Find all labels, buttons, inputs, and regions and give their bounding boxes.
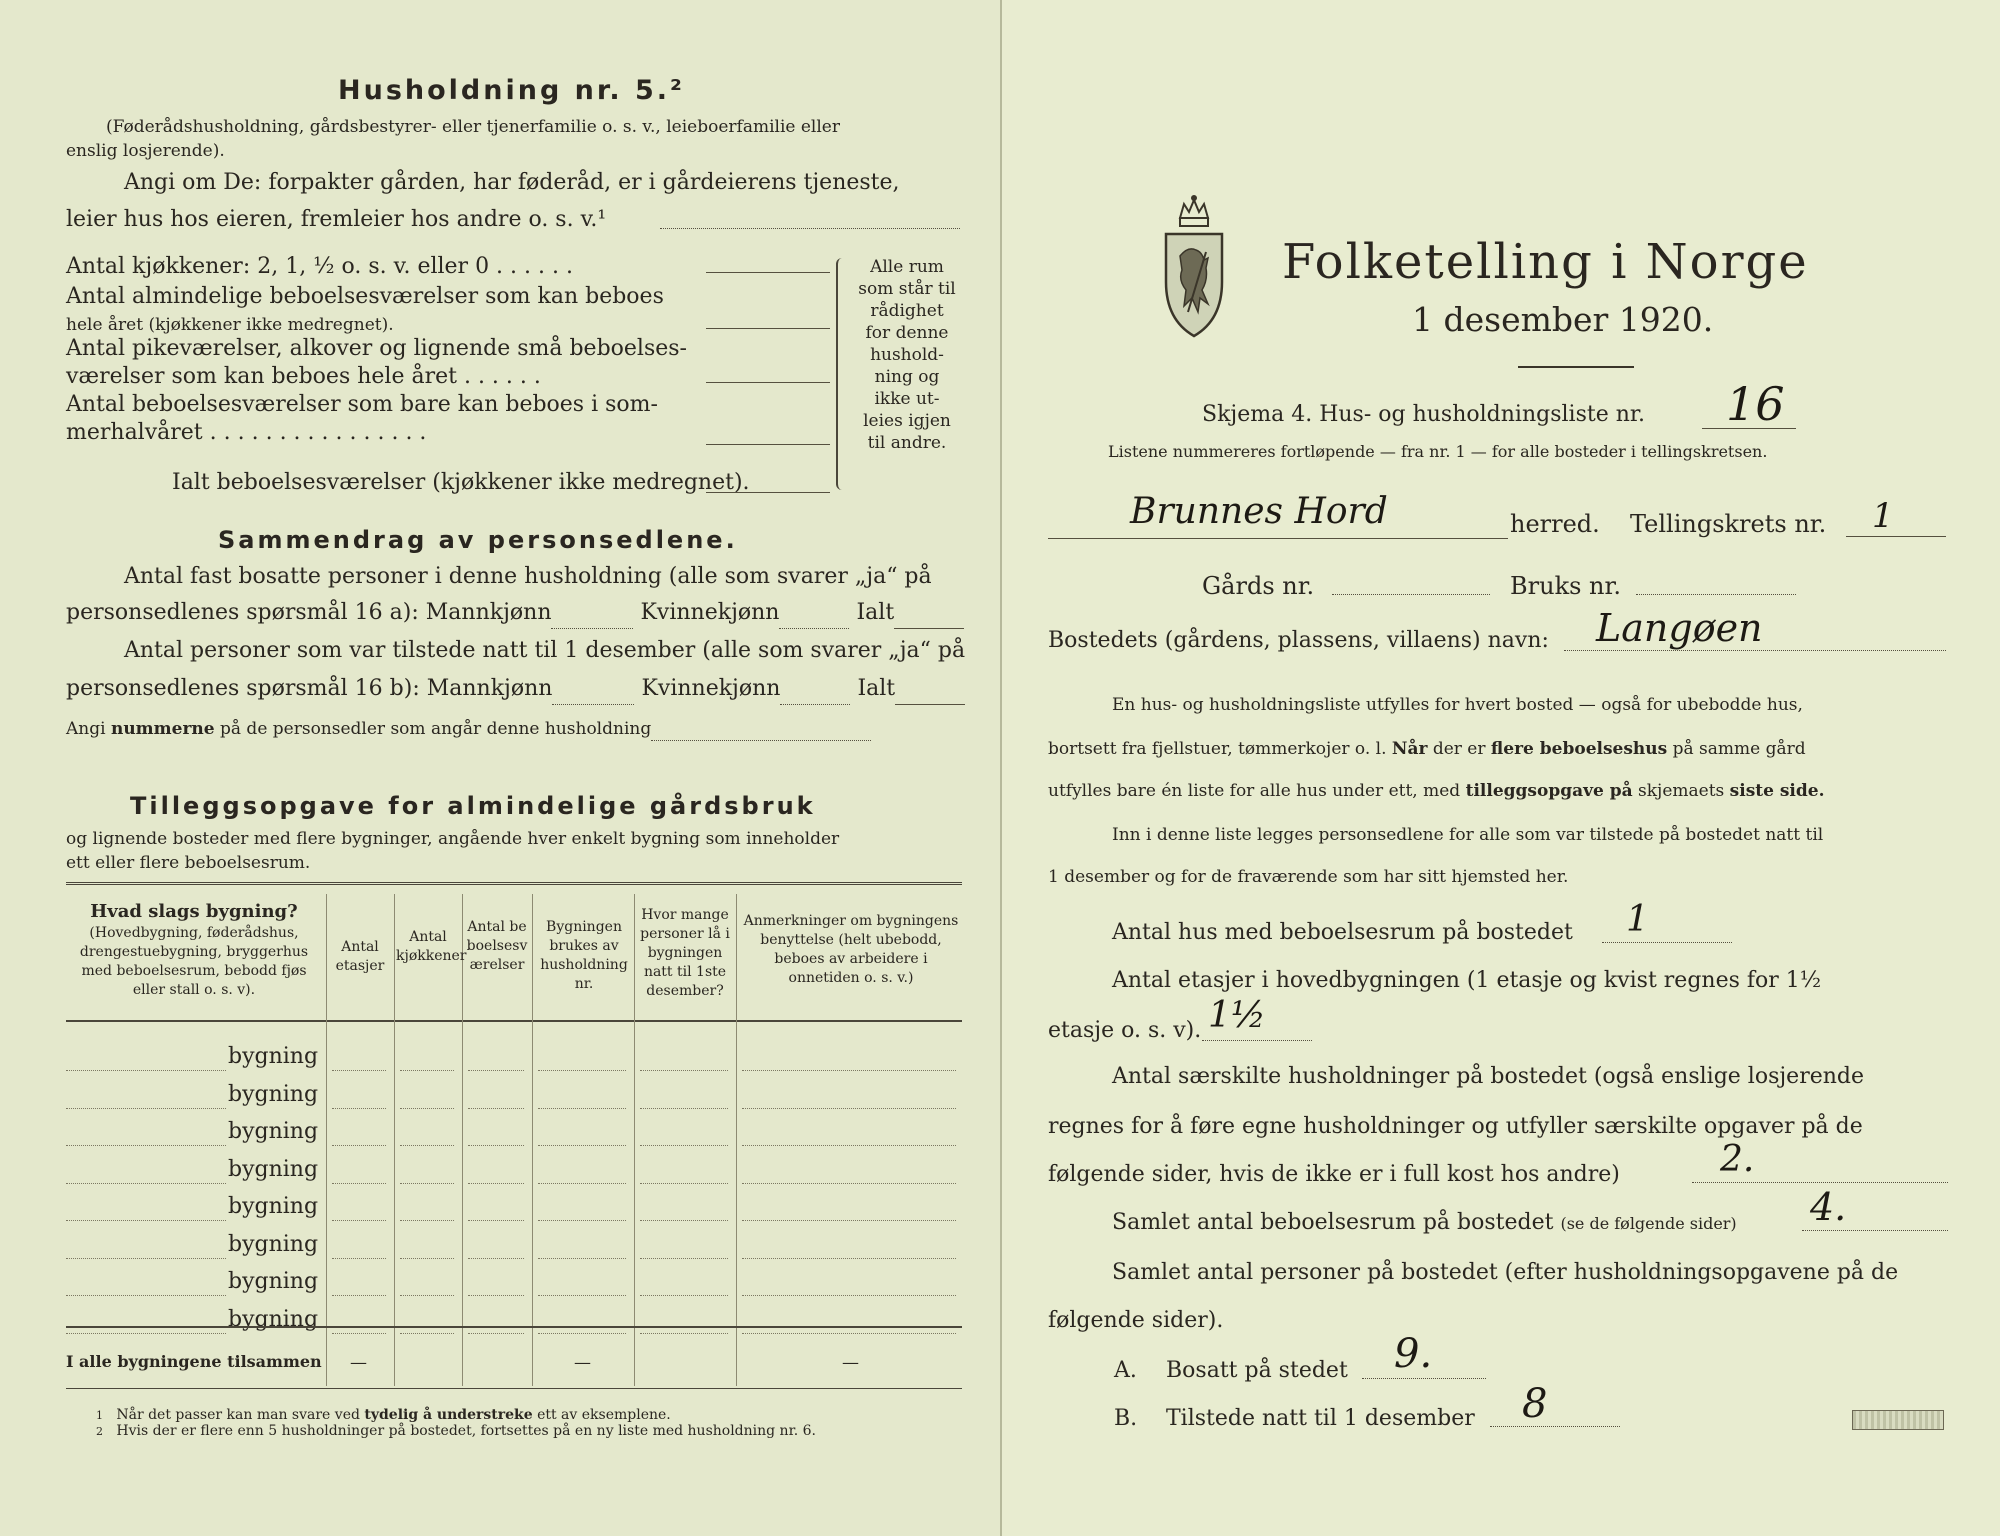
angi-line-1: Angi om De: forpakter gården, har føderåd, er i gårdeierens tjeneste, — [124, 170, 900, 195]
bosatt-text: Bosatt på stedet — [1166, 1358, 1348, 1383]
table-row — [66, 1040, 962, 1077]
angi-answer-line — [660, 228, 960, 229]
table-cell-line — [538, 1333, 626, 1334]
row-label: bygning — [228, 1306, 319, 1332]
sammendrag-2b — [66, 674, 965, 705]
table-cell-line — [332, 1183, 386, 1184]
samlet-rum-line — [1112, 1208, 1737, 1239]
tillegg-text-2: ett eller flere beboelsesrum. — [66, 853, 311, 873]
instructions-2 — [1048, 738, 1806, 760]
herred-value: Brunnes Hord — [1130, 491, 1388, 532]
table-cell-line — [332, 1295, 386, 1296]
table-cell-line — [332, 1333, 386, 1334]
table-cell-line — [538, 1258, 626, 1259]
brace-note-line: leies igjen — [863, 411, 951, 431]
samlet-rum-value: 4. — [1810, 1185, 1847, 1229]
etasjer-line-1: Antal etasjer i hovedbygningen (1 etasje og kvist regnes for 1½ — [1112, 968, 1822, 993]
mann-16b-field — [552, 674, 634, 705]
table-cell-line — [400, 1295, 454, 1296]
answer-line-ordinary — [706, 328, 830, 329]
bosted-value: Langøen — [1596, 606, 1763, 650]
brace-note-line: som står til — [858, 279, 956, 299]
row-label: bygning — [228, 1119, 319, 1144]
samlet-personer-line-2: følgende sider). — [1048, 1308, 1224, 1333]
footnote-2 — [96, 1422, 816, 1441]
etasjer-field-line — [1202, 1040, 1312, 1041]
tillegg-text-1: og lignende bosteder med flere bygninger, angående hver enkelt bygning som inneholder — [66, 829, 840, 849]
row-fill-line — [66, 1070, 226, 1071]
tellingskrets-value: 1 — [1872, 496, 1894, 536]
bosatt-field-line — [1362, 1378, 1486, 1379]
etasjer-line-2: etasje o. s. v). — [1048, 1018, 1202, 1043]
row-label: bygning — [228, 1231, 319, 1257]
total-anmerkning-dash: — — [842, 1353, 859, 1373]
samlet-rum-small: (se de følgende sider) — [1560, 1214, 1737, 1233]
table-cell-line — [332, 1108, 386, 1109]
ialt-rooms-text: Ialt beboelsesværelser (kjøkkener ikke medregnet). — [172, 470, 750, 495]
row-label: bygning — [228, 1081, 319, 1107]
table-cell-line — [400, 1220, 454, 1221]
row-fill-line — [66, 1220, 226, 1221]
gards-field-line — [1332, 594, 1490, 595]
skjema-value: 16 — [1726, 377, 1785, 431]
title-rule — [1518, 366, 1634, 368]
table-cell-line — [332, 1220, 386, 1221]
bosted-field-line — [1564, 650, 1946, 651]
table-cell-line — [742, 1258, 956, 1259]
brace-note-line: ning og — [874, 367, 940, 387]
table-row — [66, 1190, 962, 1227]
table-cell-line — [468, 1108, 524, 1109]
husholdninger-line-1: Antal særskilte husholdninger på bostedet (også enslige losjerende — [1112, 1064, 1865, 1089]
instructions-2-mid: der er — [1432, 739, 1486, 759]
table-cell-line — [468, 1220, 524, 1221]
table-cell-line — [332, 1070, 386, 1071]
rooms-kitchens: Antal kjøkkener: 2, 1, ½ o. s. v. eller 0 . . . . . . — [66, 254, 573, 279]
sammendrag-title: Sammendrag av personsedlene. — [218, 526, 738, 554]
footnote-1-post: ett av eksemplene. — [537, 1407, 671, 1423]
brace — [836, 258, 846, 490]
angi-nummerne-post: på de personsedler som angår denne husholdning — [220, 719, 652, 739]
sammendrag-1b-label: personsedlenes spørsmål 16 a): Mannkjønn — [66, 600, 552, 625]
angi-line-2: leier hus hos eieren, fremleier hos andre o. s. v.¹ — [66, 207, 607, 232]
brace-note-line: rådighet — [870, 301, 944, 321]
sammendrag-2b-label: personsedlenes spørsmål 16 b): Mannkjønn — [66, 676, 553, 701]
table-head-anmerkninger: Anmerkninger om bygningens benyttelse (helt ubebodd, beboes av arbeidere i onnetiden o. s. v.) — [743, 913, 959, 986]
table-row — [66, 1078, 962, 1115]
table-cell-line — [742, 1295, 956, 1296]
table-cell-line — [400, 1183, 454, 1184]
table-cell-line — [468, 1295, 524, 1296]
table-cell-line — [538, 1108, 626, 1109]
table-head-kjokkener: Antal kjøkkener — [396, 929, 467, 964]
tilstede-field-line — [1490, 1426, 1620, 1427]
instructions-3-pre: utfylles bare én liste for alle hus under ett, med — [1048, 781, 1461, 801]
gards-label: Gårds nr. — [1202, 572, 1315, 600]
census-date: 1 desember 1920. — [1412, 300, 1714, 339]
instructions-3-bold-1: tilleggsopgave på — [1465, 781, 1633, 801]
table-cell-line — [640, 1295, 728, 1296]
footnote-2-text: Hvis der er flere enn 5 husholdninger på bostedet, fortsettes på en ny liste med husholdning nr. 6. — [116, 1423, 816, 1439]
sammendrag-1b — [66, 598, 964, 629]
table-head-etasjer: Antal etasjer — [335, 939, 385, 974]
table-top-rule — [66, 882, 962, 885]
rooms-summer-1: Antal beboelsesværelser som bare kan beboes i som- — [66, 392, 658, 417]
bruks-label: Bruks nr. — [1510, 572, 1621, 600]
brace-note-line: hushold- — [870, 345, 944, 365]
answer-line-summer — [706, 444, 830, 445]
bruks-field-line — [1636, 594, 1796, 595]
samlet-rum-field-line — [1802, 1230, 1948, 1231]
census-title: Folketelling i Norge — [1282, 234, 1809, 290]
table-cell-line — [400, 1070, 454, 1071]
mann-16a-field — [551, 598, 633, 629]
table-total-rule — [66, 1326, 962, 1328]
table-cell-line — [468, 1145, 524, 1146]
bosatt-label: A. — [1114, 1358, 1137, 1383]
kvinne-16b-field — [780, 674, 850, 705]
instructions-2-post: på samme gård — [1672, 739, 1806, 759]
table-row — [66, 1115, 962, 1152]
row-label: bygning — [228, 1194, 319, 1219]
table-cell-line — [538, 1295, 626, 1296]
footnote-1-marker: 1 — [96, 1409, 103, 1422]
brace-note-line: for denne — [865, 323, 949, 343]
row-label: bygning — [228, 1044, 319, 1069]
rooms-small-1: Antal pikeværelser, alkover og lignende små beboelses- — [66, 336, 687, 361]
table-cell-line — [742, 1333, 956, 1334]
ialt-16b-label: Ialt — [857, 676, 896, 701]
table-cell-line — [742, 1108, 956, 1109]
tellingskrets-field-line — [1846, 536, 1946, 537]
footnote-2-marker: 2 — [96, 1425, 103, 1438]
answer-line-kitchens — [706, 272, 830, 273]
table-cell-line — [640, 1145, 728, 1146]
table-head-building-title: Hvad slags bygning? — [90, 901, 298, 922]
instructions-4: Inn i denne liste legges personsedlene for alle som var tilstede på bostedet natt til — [1112, 825, 1824, 845]
printer-stamp — [1852, 1410, 1944, 1430]
angi-nummerne — [66, 718, 871, 741]
rooms-summer-2: merhalvåret . . . . . . . . . . . . . . . . — [66, 420, 427, 445]
ialt-16b-field — [895, 674, 965, 705]
table-head-building-sub: (Hovedbygning, føderådshus, drengestuebygning, bryggerhus med beboelsesrum, bebodd fjøs eller stall o. s. v). — [79, 925, 309, 998]
etasjer-value: 1½ — [1208, 995, 1266, 1036]
instructions-2-bold-2: flere beboelseshus — [1490, 739, 1668, 759]
table-cell-line — [640, 1333, 728, 1334]
table-head-building — [66, 900, 322, 1000]
husholdninger-line-3: følgende sider, hvis de ikke er i full kost hos andre) — [1048, 1162, 1620, 1187]
husholdninger-line-2: regnes for å føre egne husholdninger og utfyller særskilte opgaver på de — [1048, 1114, 1863, 1139]
hus-value: 1 — [1626, 899, 1649, 940]
table-cell-line — [538, 1145, 626, 1146]
brace-note-line: Alle rum — [870, 257, 944, 277]
row-label: bygning — [228, 1269, 319, 1294]
kvinne-16a-field — [779, 598, 849, 629]
tilstede-label: B. — [1114, 1406, 1138, 1431]
instructions-5: 1 desember og for de fraværende som har sitt hjemsted her. — [1048, 867, 1569, 887]
table-cell-line — [640, 1108, 728, 1109]
table-cell-line — [640, 1070, 728, 1071]
table-cell-line — [468, 1333, 524, 1334]
angi-nummerne-field — [651, 718, 871, 741]
answer-line-small — [706, 382, 830, 383]
instructions-2-pre: bortsett fra fjellstuer, tømmerkojer o. l. — [1048, 739, 1387, 759]
table-row — [66, 1303, 962, 1340]
table-cell-line — [538, 1220, 626, 1221]
tillegg-title: Tilleggsopgave for almindelige gårdsbruk — [130, 792, 816, 820]
ialt-16a-field — [894, 598, 964, 629]
table-bottom-rule — [66, 1388, 962, 1389]
kvinne-16b-label: Kvinnekjønn — [641, 676, 781, 701]
answer-line-ialt — [706, 492, 830, 493]
row-fill-line — [66, 1108, 226, 1109]
rooms-ordinary-2: hele året (kjøkkener ikke medregnet). — [66, 315, 394, 335]
coat-of-arms-icon — [1158, 194, 1230, 342]
instructions-3-bold-2: siste side. — [1729, 781, 1825, 801]
table-cell-line — [332, 1145, 386, 1146]
household-subtitle: (Føderådshusholdning, gårdsbestyrer- eller tjenerfamilie o. s. v., leieboerfamilie eller — [106, 117, 840, 137]
skjema-label: Skjema 4. Hus- og husholdningsliste nr. — [1202, 402, 1645, 427]
instructions-1: En hus- og husholdningsliste utfylles for hvert bosted — også for ubebodde hus, — [1112, 695, 1803, 715]
table-head-husholdning: Bygningen brukes av husholdning nr. — [540, 919, 628, 992]
table-cell-line — [400, 1333, 454, 1334]
total-husholdning-dash: — — [574, 1353, 591, 1373]
ialt-16a-label: Ialt — [856, 600, 895, 625]
brace-note — [852, 256, 962, 454]
row-label: bygning — [228, 1156, 319, 1182]
herred-label: herred. — [1510, 510, 1600, 538]
herred-field-line — [1048, 538, 1508, 539]
tellingskrets-label: Tellingskrets nr. — [1630, 510, 1827, 538]
instructions-3-mid: skjemaets — [1638, 781, 1725, 801]
instructions-2-bold-1: Når — [1391, 739, 1428, 759]
household-subtitle-2: enslig losjerende). — [66, 141, 225, 161]
hus-label: Antal hus med beboelsesrum på bostedet — [1112, 920, 1573, 945]
samlet-personer-line-1: Samlet antal personer på bostedet (efter husholdningsopgavene på de — [1112, 1260, 1899, 1285]
table-cell-line — [640, 1220, 728, 1221]
table-row — [66, 1153, 962, 1190]
rooms-ordinary-1: Antal almindelige beboelsesværelser som kan beboes — [66, 284, 664, 309]
table-cell-line — [742, 1220, 956, 1221]
footnote-1-bold: tydelig å understreke — [364, 1407, 533, 1423]
brace-note-line: ikke ut- — [874, 389, 940, 409]
bosatt-value: 9. — [1394, 1331, 1433, 1377]
table-cell-line — [468, 1070, 524, 1071]
sammendrag-1a: Antal fast bosatte personer i denne husholdning (alle som svarer „ja“ på — [124, 564, 932, 589]
husholdninger-field-line — [1692, 1182, 1948, 1183]
table-head-personer: Hvor mange personer lå i bygningen natt til 1ste desember? — [640, 907, 730, 999]
tilstede-value: 8 — [1522, 1381, 1548, 1427]
total-etasjer-dash: — — [350, 1353, 367, 1373]
table-cell-line — [400, 1258, 454, 1259]
samlet-rum-label: Samlet antal beboelsesrum på bostedet — [1112, 1210, 1554, 1235]
table-row — [66, 1265, 962, 1302]
table-cell-line — [400, 1108, 454, 1109]
row-fill-line — [66, 1183, 226, 1184]
row-fill-line — [66, 1333, 226, 1334]
table-head-vaerelser: Antal beboelsesværelser — [466, 919, 528, 973]
table-header-rule — [66, 1020, 962, 1022]
row-fill-line — [66, 1145, 226, 1146]
table-cell-line — [332, 1258, 386, 1259]
tilstede-text: Tilstede natt til 1 desember — [1166, 1406, 1475, 1431]
rooms-small-2: værelser som kan beboes hele året . . . . . . — [66, 364, 541, 389]
household-title: Husholdning nr. 5.² — [338, 75, 685, 106]
table-cell-line — [538, 1070, 626, 1071]
table-cell-line — [468, 1183, 524, 1184]
angi-nummerne-bold: nummerne — [110, 719, 215, 739]
kvinne-16a-label: Kvinnekjønn — [640, 600, 780, 625]
footnote-1-pre: Når det passer kan man svare ved — [116, 1407, 360, 1423]
skjema-line — [1202, 400, 1645, 430]
hus-field-line — [1602, 942, 1732, 943]
listene-note: Listene nummereres fortløpende — fra nr. 1 — for alle bosteder i tellingskretsen. — [1108, 442, 1768, 461]
row-fill-line — [66, 1295, 226, 1296]
row-fill-line — [66, 1258, 226, 1259]
table-cell-line — [400, 1145, 454, 1146]
table-cell-line — [640, 1258, 728, 1259]
angi-nummerne-pre: Angi — [66, 719, 106, 739]
brace-note-line: til andre. — [867, 433, 947, 453]
instructions-3 — [1048, 780, 1825, 802]
table-cell-line — [742, 1183, 956, 1184]
table-cell-line — [468, 1258, 524, 1259]
bosted-label: Bostedets (gårdens, plassens, villaens) navn: — [1048, 628, 1549, 653]
right-page — [1000, 0, 2000, 1536]
ialt-rooms — [172, 468, 750, 498]
table-cell-line — [742, 1070, 956, 1071]
husholdninger-value: 2. — [1720, 1139, 1755, 1180]
table-row — [66, 1228, 962, 1265]
sammendrag-2a: Antal personer som var tilstede natt til 1 desember (alle som svarer „ja“ på — [124, 638, 966, 663]
table-cell-line — [538, 1183, 626, 1184]
table-cell-line — [742, 1145, 956, 1146]
table-total-label: I alle bygningene tilsammen — [66, 1352, 322, 1371]
table-cell-line — [640, 1183, 728, 1184]
